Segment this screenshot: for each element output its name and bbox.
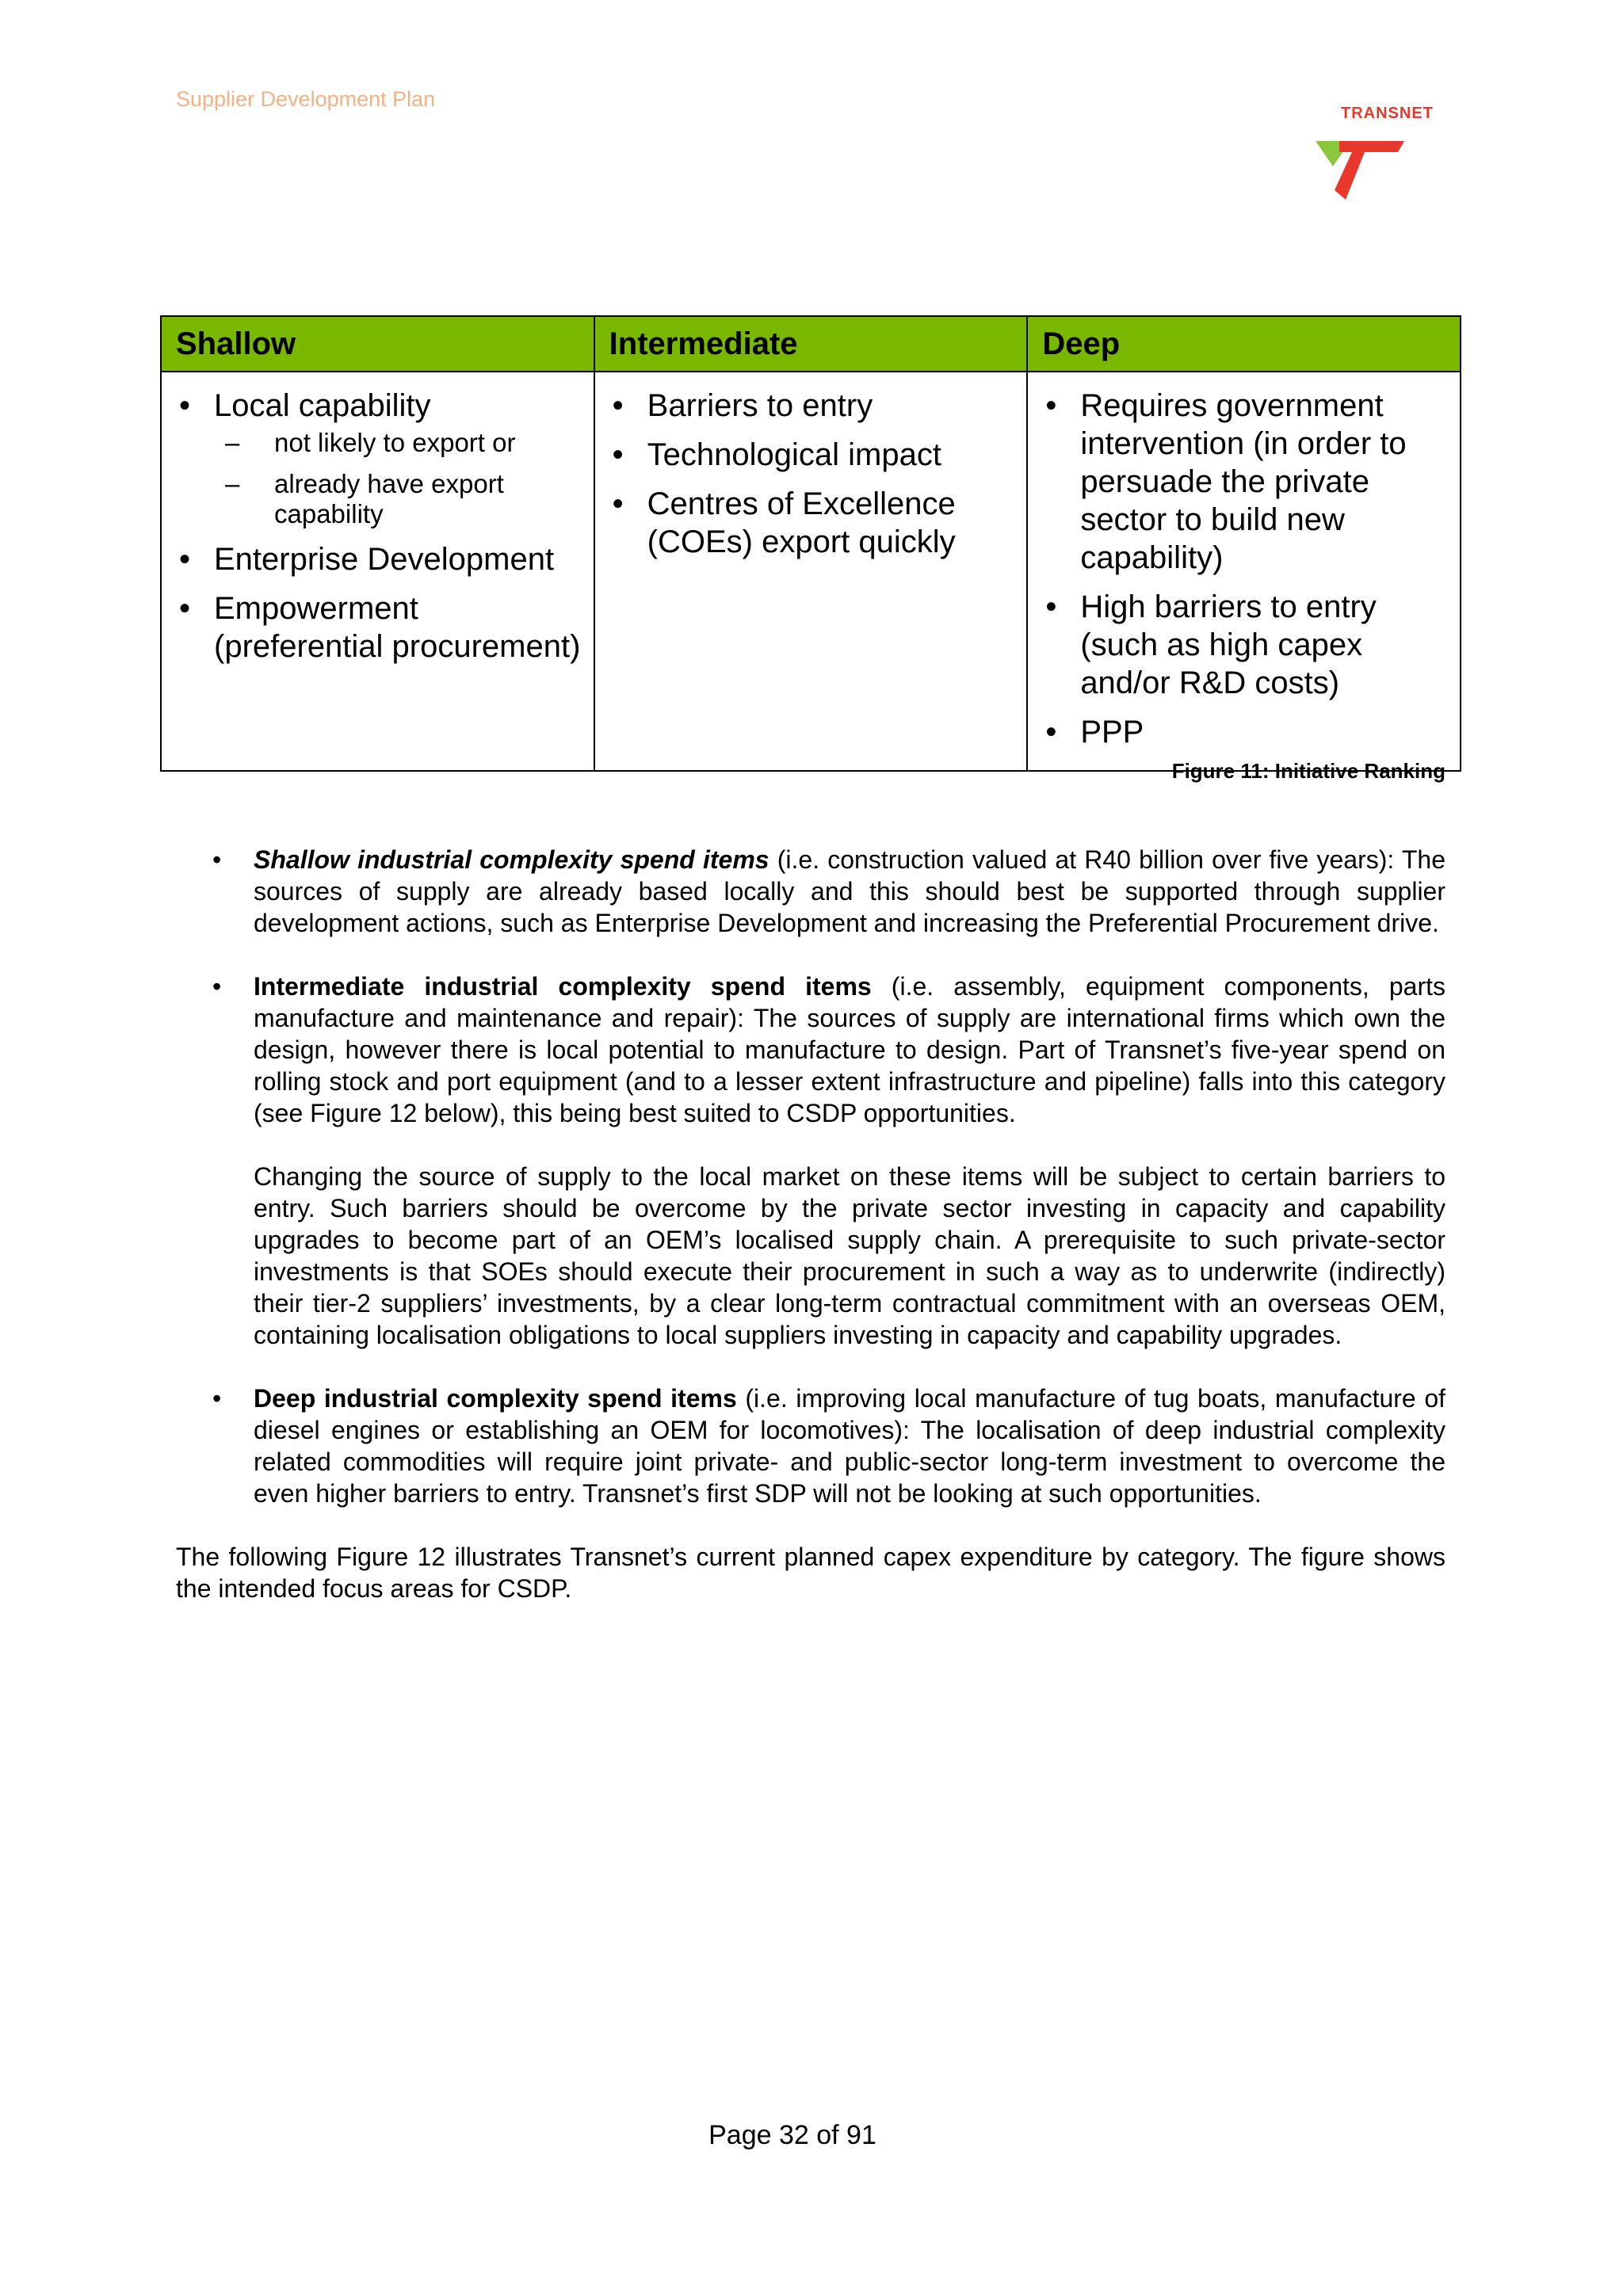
paragraph [254, 971, 1445, 1129]
list-item: • Technological impact [609, 436, 1014, 474]
bullet-icon: • [212, 845, 222, 874]
bullet-deep [176, 1383, 1445, 1509]
sub-list-item: – not likely to export or [214, 428, 581, 458]
paragraph-text: (i.e. construction valued at R40 billion over five years): The sources of supply are already based locally and this should best be supported through supplier development actions, such as Enterprise Development and increasing the Preferential Procurement drive. [254, 845, 1446, 937]
term-intermediate: Intermediate industrial complexity spend items [254, 972, 872, 1001]
list-item: • Centres of Excellence (COEs) export quickly [609, 485, 1014, 561]
bullet-shallow [176, 844, 1445, 939]
term-shallow: Shallow industrial complexity spend items [254, 845, 769, 874]
cell-shallow [161, 372, 594, 771]
column-header-deep: Deep [1027, 316, 1461, 372]
cell-intermediate [594, 372, 1028, 771]
transnet-logo-icon [1316, 136, 1411, 203]
bullet-icon: • [212, 972, 222, 1001]
bullet-icon: • [212, 1384, 222, 1413]
paragraph: Changing the source of supply to the local market on these items will be subject to certain barriers to entry. Such barriers should be overcome by the private sector investing in capacity and capability upgrades to become part of an OEM’s localised supply chain. A prerequisite to such private-sector investments is that SOEs should execute their procurement in such a way as to underwrite (indirectly) their tier-2 suppliers’ investments, by a clear long-term contractual commitment with an overseas OEM, containing localisation obligations to local suppliers investing in capacity and capability upgrades. [254, 1162, 1445, 1349]
transnet-logo [1300, 101, 1434, 204]
list-item: • High barriers to entry (such as high capex and/or R&D costs) [1042, 588, 1447, 702]
sub-list-item: – already have export capability [214, 469, 581, 529]
paragraph [254, 844, 1445, 939]
logo-wordmark: TRANSNET [1341, 105, 1434, 122]
list-item: • Requires government intervention (in order to persuade the private sector to build new capability) [1042, 387, 1447, 577]
list-item: • Barriers to entry [609, 387, 1014, 425]
body-text [176, 844, 1445, 1604]
paragraph [254, 1383, 1445, 1509]
column-header-shallow: Shallow [161, 316, 594, 372]
closing-paragraph: The following Figure 12 illustrates Transnet’s current planned capex expenditure by category. The figure shows the intended focus areas for CSDP. [176, 1543, 1445, 1603]
list-item: • Empowerment (preferential procurement) [176, 589, 581, 666]
figure-caption: Figure 11: Initiative Ranking [1171, 759, 1445, 783]
term-deep: Deep industrial complexity spend items [254, 1384, 737, 1413]
paragraph-text: (i.e. improving local manufacture of tug boats, manufacture of diesel engines or establishing an OEM for locomotives): The localisation of deep industrial complexity related commodities will require joint private- and public-sector long-term investment to overcome the even higher barriers to entry. Transnet’s first SDP will not be looking at such opportunities. [254, 1384, 1446, 1508]
initiative-ranking-table [160, 315, 1461, 772]
paragraph-text: (i.e. assembly, equipment components, parts manufacture and maintenance and repair): The sources of supply are international firms which own the design, however there is local potential to manufacture to design. Part of Transnet’s five-year spend on rolling stock and port equipment (and to a lesser extent infrastructure and pipeline) falls into this category (see Figure 12 below), this being best suited to CSDP opportunities. [254, 972, 1446, 1127]
cell-deep [1027, 372, 1461, 771]
column-header-intermediate: Intermediate [594, 316, 1028, 372]
list-item: • PPP [1042, 713, 1447, 751]
list-item-text: Local capability [214, 388, 431, 423]
list-item: • Enterprise Development [176, 540, 581, 578]
bullet-intermediate [176, 971, 1445, 1351]
list-item [176, 387, 581, 529]
document-header-title: Supplier Development Plan [176, 87, 436, 111]
page-number: Page 32 of 91 [708, 2120, 876, 2150]
